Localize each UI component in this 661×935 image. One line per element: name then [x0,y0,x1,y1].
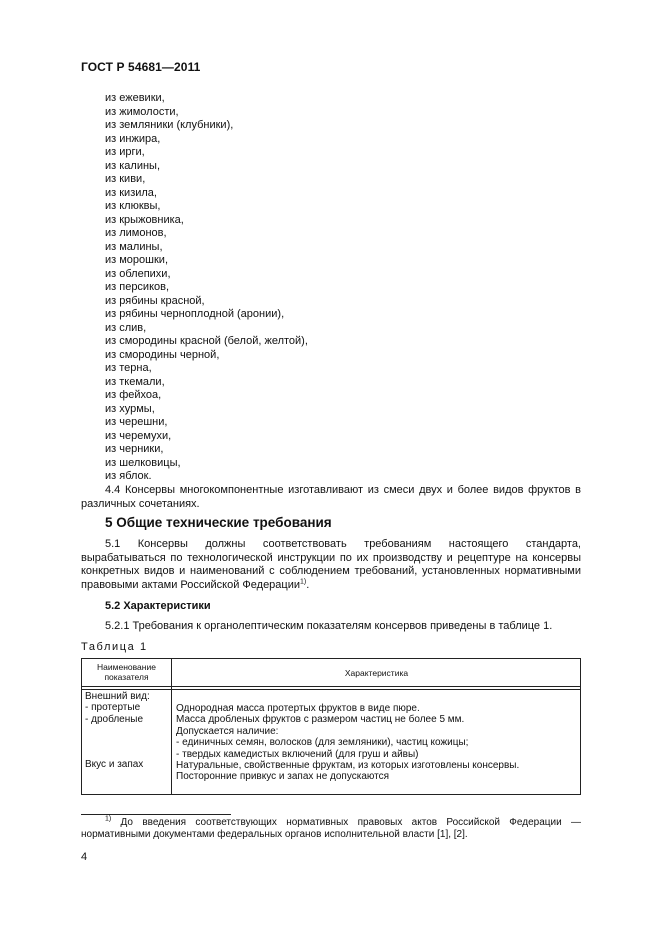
list-item: из слив, [105,321,147,334]
list-item: из крыжовника, [105,213,184,226]
list-item: из малины, [105,240,163,253]
paragraph-5-1-end: . [306,578,310,591]
list-item: из хурмы, [105,402,155,415]
list-item: из кизила, [105,186,157,199]
list-item: из черемухи, [105,429,172,442]
list-item: из терна, [105,362,152,374]
list-item: из жимолости, [105,105,179,118]
table-cell [85,725,150,736]
page-number: 4 [81,851,88,863]
list-item: из рябины красной, [105,294,205,307]
list-item: из калины, [105,159,161,172]
table-cell [85,748,150,759]
list-item: из киви, [105,173,146,185]
footnote-reference: 1) [300,577,307,585]
paragraph-5-1 [81,538,581,592]
table-cell: Внешний вид: [85,691,150,702]
fruit-list [105,92,308,484]
table-cell: - протертые [85,702,141,714]
table-cell: Натуральные, свойственные фруктам, из которых изготовлены консервы. [176,759,520,771]
footnote-divider [81,814,231,815]
table-header-characteristic: Характеристика [344,668,409,678]
paragraph-5-1-text: 5.1 Консервы должны соответствовать требованиям настоящего стандарта, вырабатываться по технологической инструкции по их производству и рецептуре на консервы конкретных видов и наименований с соблюдением требований, установленных нормативными правовыми актами Российской Федерации [81,538,581,591]
list-item: из земляники (клубники), [105,119,234,131]
list-item: из ткемали, [105,375,165,388]
table-cell: - единичных семян, волосков (для земляники), частиц кожицы; [176,737,469,749]
table-header-rule-double [82,689,580,690]
list-item: из смородины черной, [105,348,220,361]
page-header-standard: ГОСТ Р 54681—2011 [81,60,201,74]
table-header-indicator-line2: показателя [104,672,149,682]
paragraph-5-2-1: 5.2.1 Требования к органолептическим показателям консервов приведены в таблице 1. [105,620,553,632]
table-cell: - дробленые [85,713,144,725]
footnote-marker: 1) [105,815,112,823]
table-column-indicators [85,691,150,771]
list-item: из клюквы, [105,200,161,212]
table-cell: - твердых камедистых включений (для груш и айвы) [176,748,419,760]
table-cell: Однородная масса протертых фруктов в виде пюре. [176,703,420,714]
list-item: из персиков, [105,281,170,293]
paragraph-4-4: 4.4 Консервы многокомпонентные изготавливают из смеси двух и более видов фруктов в различных сочетаниях. [81,484,581,510]
list-item: из смородины красной (белой, желтой), [105,335,308,347]
list-item: из черешни, [105,416,168,428]
table-cell: Посторонние привкус и запах не допускаются [176,771,390,783]
table-cell: Вкус и запах [85,759,144,771]
list-item: из облепихи, [105,267,171,280]
table-cell [85,737,150,748]
list-item: из рябины черноплодной (аронии), [105,308,285,320]
list-item: из лимонов, [105,227,167,239]
section-title: 5 Общие технические требования [105,515,332,530]
footnote [81,817,581,841]
table-header-indicator-line1: Наименование [97,662,156,672]
list-item: из фейхоа, [105,389,162,401]
list-item: из инжира, [105,132,161,145]
table-cell: Допускается наличие: [176,725,279,737]
table-column-divider [171,659,172,794]
table-column-characteristics [176,703,519,783]
footnote-text: До введения соответствующих нормативных правовых актов Российской Федерации — нормативными документами федеральных органов исполнительной власти [1], [2]. [81,817,581,840]
list-item: из черники, [105,443,164,455]
table-caption: Таблица 1 [81,641,148,653]
list-item: из яблок. [105,470,152,482]
list-item: из морошки, [105,254,168,266]
table-cell: Масса дробленых фруктов с размером частиц не более 5 мм. [176,714,465,726]
list-item: из шелковицы, [105,456,181,469]
list-item: из ирги, [105,146,145,158]
subsection-title: 5.2 Характеристики [105,600,211,612]
table-header-indicator [82,662,171,682]
table-header-rule [82,686,580,687]
list-item: из ежевики, [105,92,165,104]
